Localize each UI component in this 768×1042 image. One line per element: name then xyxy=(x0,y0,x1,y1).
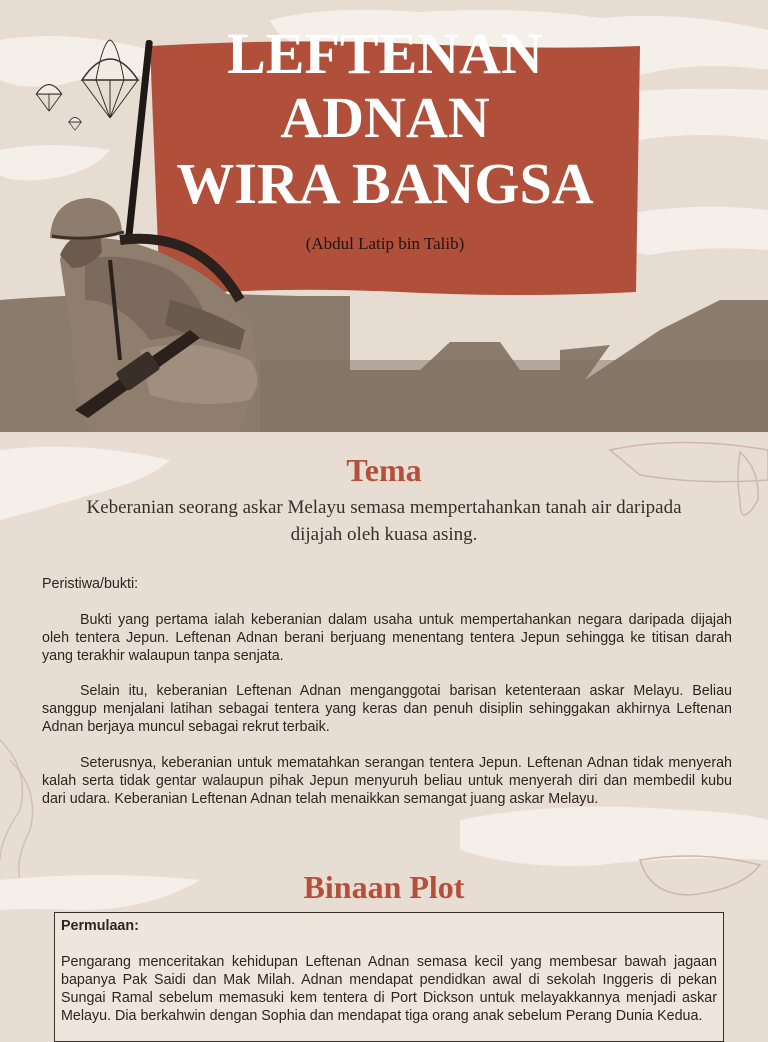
parachute-icon xyxy=(36,85,61,112)
parachute-icon xyxy=(69,117,81,130)
cover-title-line: ADNAN xyxy=(280,85,490,150)
evidence-label: Peristiwa/bukti: xyxy=(42,576,139,592)
plot-stage-text: Pengarang menceritakan kehidupan Leftenan Adnan semasa kecil yang membesar bawah jagaan bapanya Pak Saidi dan Mak Milah. Adnan mendapat pendidkan awal di sekolah Inggeris di pekan Sungai Ramal sebelum memasuki kem tentera di Port Dickson untuk melayakkannya menjadi askar Melayu. Dia berkahwin dengan Sophia dan mendapat tiga orang anak sebelum Perang Dunia Kedua. xyxy=(61,954,717,1024)
cover-title-line: WIRA BANGSA xyxy=(176,151,594,216)
plot-stage-label: Permulaan: xyxy=(61,918,139,934)
cover-illustration xyxy=(0,0,768,432)
evidence-paragraph: Seterusnya, keberanian untuk mematahkan serangan tentera Jepun. Leftenan Adnan tidak menyerah kalah serta tidak gentar walaupun pihak Jepun menyuruh beliau untuk menyerah diri dan membedil kubu dari udara. Keberanian Leftenan Adnan telah menaikkan semangat juang askar Melayu. xyxy=(42,755,732,807)
section-heading-binaan-plot: Binaan Plot xyxy=(303,869,465,905)
evidence-paragraph: Bukti yang pertama ialah keberanian dalam usaha untuk mempertahankan negara daripada dijajah oleh tentera Jepun. Leftenan Adnan berani berjuang menentang tentera Jepun sehingga ke titisan darah yang terakhir walaupun tanpa senjata. xyxy=(42,612,732,664)
cover-title-line: LEFTENAN xyxy=(227,21,543,86)
cover-author: (Abdul Latip bin Talib) xyxy=(305,234,465,253)
evidence-paragraph: Selain itu, keberanian Leftenan Adnan menganggotai barisan ketenteraan askar Melayu. Beliau sanggup menjalani latihan sebagai tentera yang keras dan penuh disiplin sehinggakan akhirnya Leftenan Adnan berjaya muncul sebagai rekrut terbaik. xyxy=(42,683,732,735)
cloud-shape xyxy=(0,145,110,180)
theme-description: Keberanian seorang askar Melayu semasa mempertahankan tanah air daripada dijajah oleh kuasa asing. xyxy=(86,497,682,545)
terrain-shadow xyxy=(260,360,768,432)
plot-table xyxy=(54,912,724,1042)
section-heading-tema: Tema xyxy=(346,452,422,488)
